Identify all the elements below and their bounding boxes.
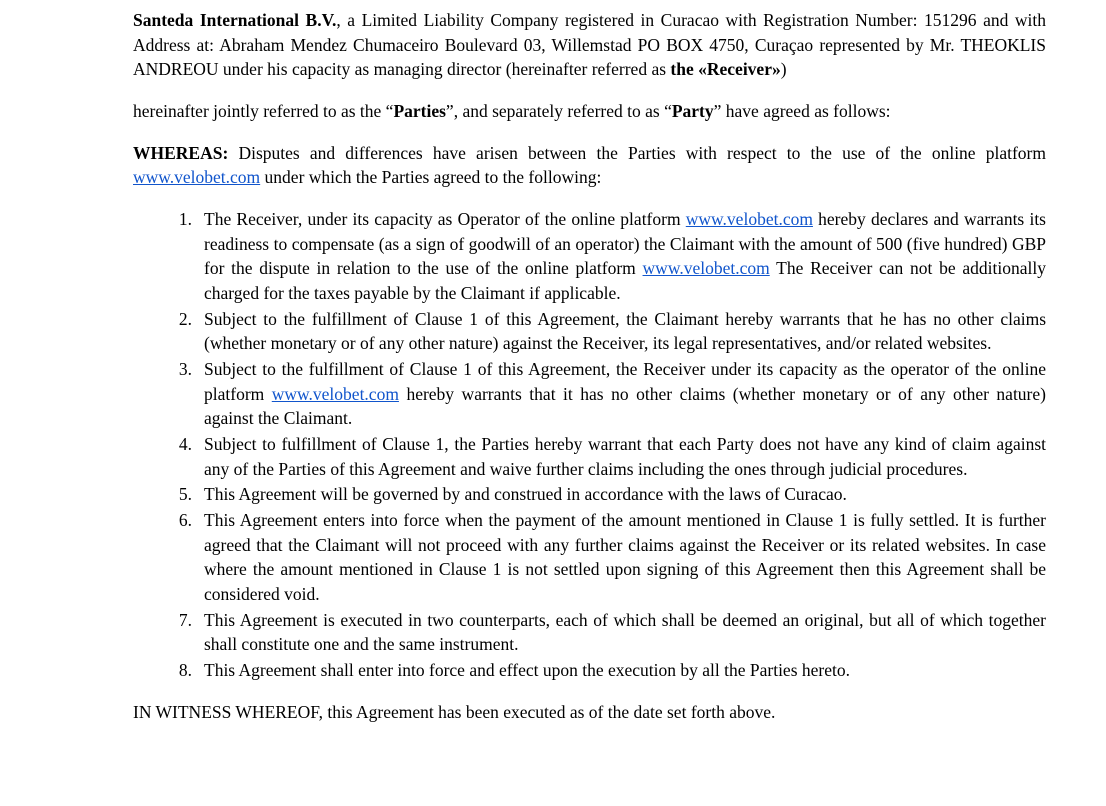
whereas-paragraph (133, 141, 1046, 190)
parties-text-3: ” have agreed as follows: (713, 101, 891, 122)
receiver-term: the «Receiver» (670, 59, 781, 80)
clause-text: Subject to the fulfillment of Clause 1 of this Agreement, the Claimant hereby warrants that he has no other claims (whether monetary or of any other nature) against the Receiver, its legal representatives, and/or related websites. (204, 308, 1046, 354)
clause-item (133, 307, 1046, 356)
clause-item (133, 508, 1046, 607)
clause-item (133, 357, 1046, 431)
company-name: Santeda International B.V. (133, 10, 337, 30)
clause-text: Subject to fulfillment of Clause 1, the Parties hereby warrant that each Party does not have any kind of claim against any of the Parties of this Agreement and waive further claims including the ones through judicial procedures. (204, 434, 1046, 479)
clause-text: Subject to the fulfillment of Clause 1 of this Agreement, the Receiver under its capacity as the operator of the online platform (204, 359, 1046, 404)
parties-paragraph (133, 99, 1046, 124)
clause-item (133, 482, 1046, 507)
parties-text-1: hereinafter jointly referred to as the “ (133, 101, 394, 122)
clause-text: hereby declares and warrants its readiness to compensate (as a sign of goodwill of an operator) the Claimant with the amount of 500 (five hundred) GBP for the dispute in relation to the use of the online platform (204, 209, 1046, 279)
intro-text-1: , a Limited Liability Company registered in Curacao with Registration Number: 151296 and with Address at: Abraham Mendez Chumaceiro Boulevard 03, Willemstad PO BOX 4750, Curaçao represented by Mr. THEOKLIS ANDREOU under his capacity as managing director (hereinafter referred as (133, 10, 1046, 80)
velobet-link[interactable]: www.velobet.com (685, 209, 813, 230)
clause-text: The Receiver can not be additionally charged for the taxes payable by the Claimant if applicable. (204, 258, 1046, 304)
intro-text-2: ) (780, 59, 787, 80)
whereas-text-2: under which the Parties agreed to the following: (260, 167, 602, 188)
clause-text: hereby warrants that it has no other claims (whether monetary or of any other nature) against the Claimant. (204, 383, 1046, 429)
whereas-label: WHEREAS: (133, 142, 229, 163)
party-term: Party (671, 101, 714, 122)
clause-item (133, 608, 1046, 657)
parties-text-2: ”, and separately referred to as “ (445, 101, 672, 122)
clause-item (133, 432, 1046, 481)
clause-list (133, 207, 1046, 683)
clause-text: This Agreement enters into force when the payment of the amount mentioned in Clause 1 is fully settled. It is further agreed that the Claimant will not proceed with any further claims against the Receiver or its related websites. In case where the amount mentioned in Clause 1 is not settled upon signing of this Agreement then this Agreement shall be considered void. (204, 510, 1046, 605)
clause-item (133, 658, 1046, 683)
parties-term: Parties (393, 101, 446, 122)
velobet-link[interactable]: www.velobet.com (133, 167, 261, 188)
clause-text: This Agreement is executed in two counterparts, each of which shall be deemed an original, but all of which together shall constitute one and the same instrument. (204, 609, 1046, 655)
clause-item (133, 207, 1046, 306)
clause-text: This Agreement shall enter into force and effect upon the execution by all the Parties hereto. (204, 660, 850, 681)
intro-paragraph (133, 8, 1046, 82)
whereas-text-1: Disputes and differences have arisen between the Parties with respect to the use of the online platform (228, 142, 1046, 163)
velobet-link[interactable]: www.velobet.com (642, 258, 770, 279)
velobet-link[interactable]: www.velobet.com (271, 383, 399, 404)
closing-paragraph: IN WITNESS WHEREOF, this Agreement has been executed as of the date set forth above. (133, 701, 776, 722)
clause-text: The Receiver, under its capacity as Operator of the online platform (204, 209, 686, 230)
clause-text: This Agreement will be governed by and construed in accordance with the laws of Curacao. (204, 484, 847, 505)
